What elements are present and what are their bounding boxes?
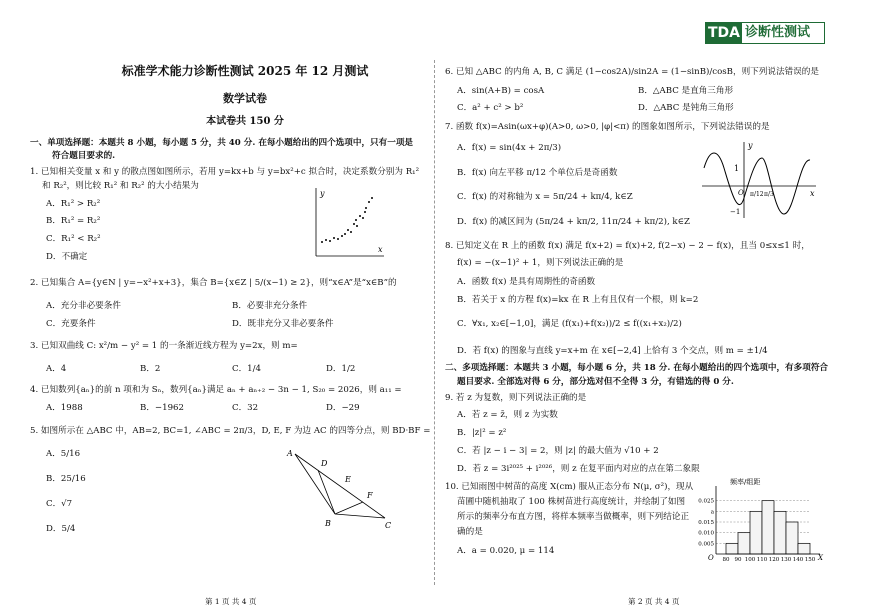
q10-stem-line1: 10. 已知雨图中树苗的高度 X(cm) 服从正态分布 N(μ, σ²)，现从 <box>445 482 694 492</box>
q5-label-c: C <box>385 521 392 530</box>
q5-option-b: B．25/16 <box>46 474 86 484</box>
q1-option-b: B．R₁² = R₂² <box>46 216 101 226</box>
hist-bar-6 <box>798 543 810 554</box>
hist-x-tick: 140 <box>792 557 804 563</box>
q7-label-y: y <box>748 141 753 150</box>
hist-x-tick: 150 <box>804 557 816 563</box>
q2-stem: 2. 已知集合 A={y∈N | y=−x²+x+3}，集合 B={x∈Z | 5/(x−1) ≥ 2}，则“x∈A”是“x∈B”的 <box>30 278 397 288</box>
q3-stem: 3. 已知双曲线 C: x²/m − y² = 1 的一条渐近线方程为 y=2x，则 m= <box>30 341 298 351</box>
q8-option-b: B．若关于 x 的方程 f(x)=kx 在 R 上有且仅有一个根，则 k=2 <box>457 295 699 305</box>
hist-y-tick: 0.005 <box>698 541 714 548</box>
hist-y-tick: 0.010 <box>698 530 714 537</box>
q8-stem-line1: 8. 已知定义在 R 上的函数 f(x) 满足 f(x+2) = f(x)+2, f(2−x) − 2 − f(x)，且当 0≤x≤1 时， <box>445 241 810 251</box>
q7-option-d: D．f(x) 的减区间为 (5π/24 + kπ/2, 11π/24 + kπ/2), k∈Z <box>457 217 690 227</box>
footer-page-2: 第 2 页 共 4 页 <box>628 597 680 606</box>
q9-option-b: B．|z|² = z² <box>457 428 507 438</box>
q3-option-b: B．2 <box>140 364 161 374</box>
q4-option-c: C．32 <box>232 403 259 413</box>
q4-stem: 4. 已知数列{aₙ}的前 n 项和为 Sₙ，数列{aₙ}满足 aₙ + aₙ₊₂ − 3n − 1, S₂₀ = 2026，则 a₁₁ = <box>30 385 402 395</box>
q6-option-b: B．△ABC 是直角三角形 <box>638 86 734 96</box>
q1-scatter-points <box>321 197 373 243</box>
exam-title: 标准学术能力诊断性测试 2025 年 12 月测试 <box>121 64 369 78</box>
q3-option-c: C．1/4 <box>232 364 261 374</box>
hist-x-tick: 90 <box>734 557 742 563</box>
hist-bar-5 <box>786 522 798 554</box>
q7-option-b: B．f(x) 向左平移 π/12 个单位后是奇函数 <box>457 168 618 178</box>
q10-histogram <box>690 476 826 564</box>
q5-side-ac <box>295 454 385 518</box>
q9-option-d: D．若 z = 3i²⁰²⁵ + i²⁰²⁶，则 z 在复平面内对应的点在第二象限 <box>457 464 700 474</box>
hist-x-label: X <box>818 554 823 562</box>
q6-option-c: C．a² + c² > b² <box>457 103 524 113</box>
hist-bar-3 <box>762 501 774 554</box>
q2-option-c: C．充要条件 <box>46 319 96 329</box>
hist-bar-4 <box>774 511 786 554</box>
q1-option-d: D．不确定 <box>46 252 88 262</box>
q8-option-c: C．∀x₁, x₂∈[−1,0]，满足 (f(x₁)+f(x₂))/2 ≤ f((x₁+x₂)/2) <box>457 319 682 329</box>
hist-x-tick: 120 <box>768 557 780 563</box>
column-divider <box>434 60 435 585</box>
hist-x-tick: 80 <box>722 557 730 563</box>
q7-label-one: 1 <box>734 164 740 173</box>
section1-heading: 一、单项选择题：本题共 8 小题，每小题 5 分，共 40 分. 在每小题给出的四个选项中，只有一项是 <box>30 138 414 148</box>
q5-option-c: C．√7 <box>46 499 73 509</box>
hist-x-tick: 130 <box>780 557 792 563</box>
q9-option-c: C．若 |z − i − 3| = 2，则 |z| 的最大值为 √10 + 2 <box>457 446 659 456</box>
q5-side-ab <box>295 454 335 514</box>
q7-sine-graph <box>700 138 820 220</box>
q7-label-o: O <box>738 189 744 197</box>
q4-option-b: B．−1962 <box>140 403 184 413</box>
q9-option-a: A．若 z = z̄，则 z 为实数 <box>457 410 558 420</box>
q7-stem: 7. 函数 f(x)=Asin(ωx+φ)(A>0, ω>0, |φ|<π) 的图象如图所示，下列说法错误的是 <box>445 122 770 132</box>
q5-side-bc <box>335 514 385 518</box>
q4-option-a: A．1988 <box>46 403 83 413</box>
hist-x-tick: 110 <box>756 557 768 563</box>
q2-option-b: B．必要非充分条件 <box>232 301 308 311</box>
q5-option-d: D．5/4 <box>46 524 76 534</box>
brand-label: 诊断性测试 <box>745 25 811 40</box>
q1-scatter-plot <box>310 186 386 260</box>
section2-heading: 二、多项选择题：本题共 3 小题，每小题 6 分，共 18 分. 在每小题给出的四个选项中，有多项符合 <box>445 363 829 373</box>
hist-bar-2 <box>750 511 762 554</box>
q7-label-neg-one: −1 <box>730 208 741 216</box>
exam-subject: 数学试卷 <box>223 92 267 105</box>
q6-option-d: D．△ABC 是钝角三角形 <box>638 103 734 113</box>
q6-stem: 6. 已知 △ABC 的内角 A, B, C 满足 (1−cos2A)/sin2A = (1−sinB)/cosB，则下列说法错误的是 <box>445 67 819 77</box>
hist-origin: O <box>708 554 714 562</box>
q2-option-d: D．既非充分又非必要条件 <box>232 319 334 329</box>
q7-label-pi3: π/3 <box>764 191 774 198</box>
q7-label-x: x <box>810 189 815 198</box>
exam-total: 本试卷共 150 分 <box>206 116 284 127</box>
q8-option-d: D．若 f(x) 的图象与直线 y=x+m 在 x∈[−2,4] 上恰有 3 个交点，则 m = ±1/4 <box>457 346 768 356</box>
q8-option-a: A．函数 f(x) 是具有周期性的奇函数 <box>457 277 596 287</box>
q7-option-a: A．f(x) = sin(4x + 2π/3) <box>457 143 562 153</box>
hist-y-label: 频率/组距 <box>730 478 761 486</box>
q3-option-d: D．1/2 <box>326 364 356 374</box>
hist-bar-1 <box>738 533 750 554</box>
q8-stem-line2: f(x) = −(x−1)² + 1，则下列说法正确的是 <box>457 258 624 268</box>
q7-label-pi12: π/12 <box>750 191 764 198</box>
q5-label-e: E <box>345 475 351 484</box>
q5-label-b: B <box>325 519 331 528</box>
q4-option-d: D．−29 <box>326 403 360 413</box>
section1-heading-2: 符合题目要求的. <box>52 151 116 161</box>
q1-stem-line1: 1. 已知相关变量 x 和 y 的散点图如图所示，若用 y=kx+b 与 y=bx²+c 拟合时，决定系数分别为 R₁² <box>30 167 420 177</box>
q5-stem: 5. 如图所示在 △ABC 中，AB=2, BC=1, ∠ABC = 2π/3，D, E, F 为边 AC 的四等分点，则 BD·BF = <box>30 426 431 436</box>
q1-option-a: A．R₁² > R₂² <box>46 199 101 209</box>
hist-y-tick: 0.015 <box>698 520 714 526</box>
q5-label-a: A <box>287 449 293 458</box>
hist-y-tick: 0.025 <box>698 498 714 505</box>
q2-option-a: A．充分非必要条件 <box>46 301 121 311</box>
q5-label-d: D <box>321 459 328 468</box>
q7-curve <box>704 153 810 214</box>
q5-segment-bf <box>335 502 363 514</box>
q1-axis-y-label: y <box>320 189 325 198</box>
q10-stem-line3: 所示的频率分布直方图，将样本频率当做概率，则下列结论正 <box>457 512 690 522</box>
q6-option-a: A．sin(A+B) = cosA <box>457 86 545 96</box>
q5-label-f: F <box>367 491 373 500</box>
q10-stem-line4: 确的是 <box>457 527 483 537</box>
q3-option-a: A．4 <box>46 364 67 374</box>
hist-y-tick: a <box>710 509 714 516</box>
q5-option-a: A．5/16 <box>46 449 81 459</box>
section2-heading-2: 题目要求. 全部选对得 6 分，部分选对但不全得 3 分，有错选的得 0 分. <box>457 377 734 387</box>
q9-stem: 9. 若 z 为复数，则下列说法正确的是 <box>445 393 587 403</box>
q1-axis-x-label: x <box>378 245 383 254</box>
hist-x-tick: 100 <box>744 557 756 563</box>
q10-stem-line2: 苗圃中随机抽取了 100 株树苗进行高度统计，并绘制了如图 <box>457 497 686 507</box>
q10-option-a: A．a = 0.020, μ = 114 <box>457 546 555 556</box>
q7-option-c: C．f(x) 的对称轴为 x = 5π/24 + kπ/4, k∈Z <box>457 192 633 202</box>
q1-option-c: C．R₁² < R₂² <box>46 234 101 244</box>
q5-triangle-figure <box>285 448 395 530</box>
hist-bar-0 <box>726 543 738 554</box>
q1-stem-line2: 和 R₂²，则比较 R₁² 和 R₂² 的大小结果为 <box>42 181 199 191</box>
footer-page-1: 第 1 页 共 4 页 <box>205 597 257 606</box>
brand-badge <box>705 22 825 44</box>
brand-logo: TDA <box>707 25 740 41</box>
